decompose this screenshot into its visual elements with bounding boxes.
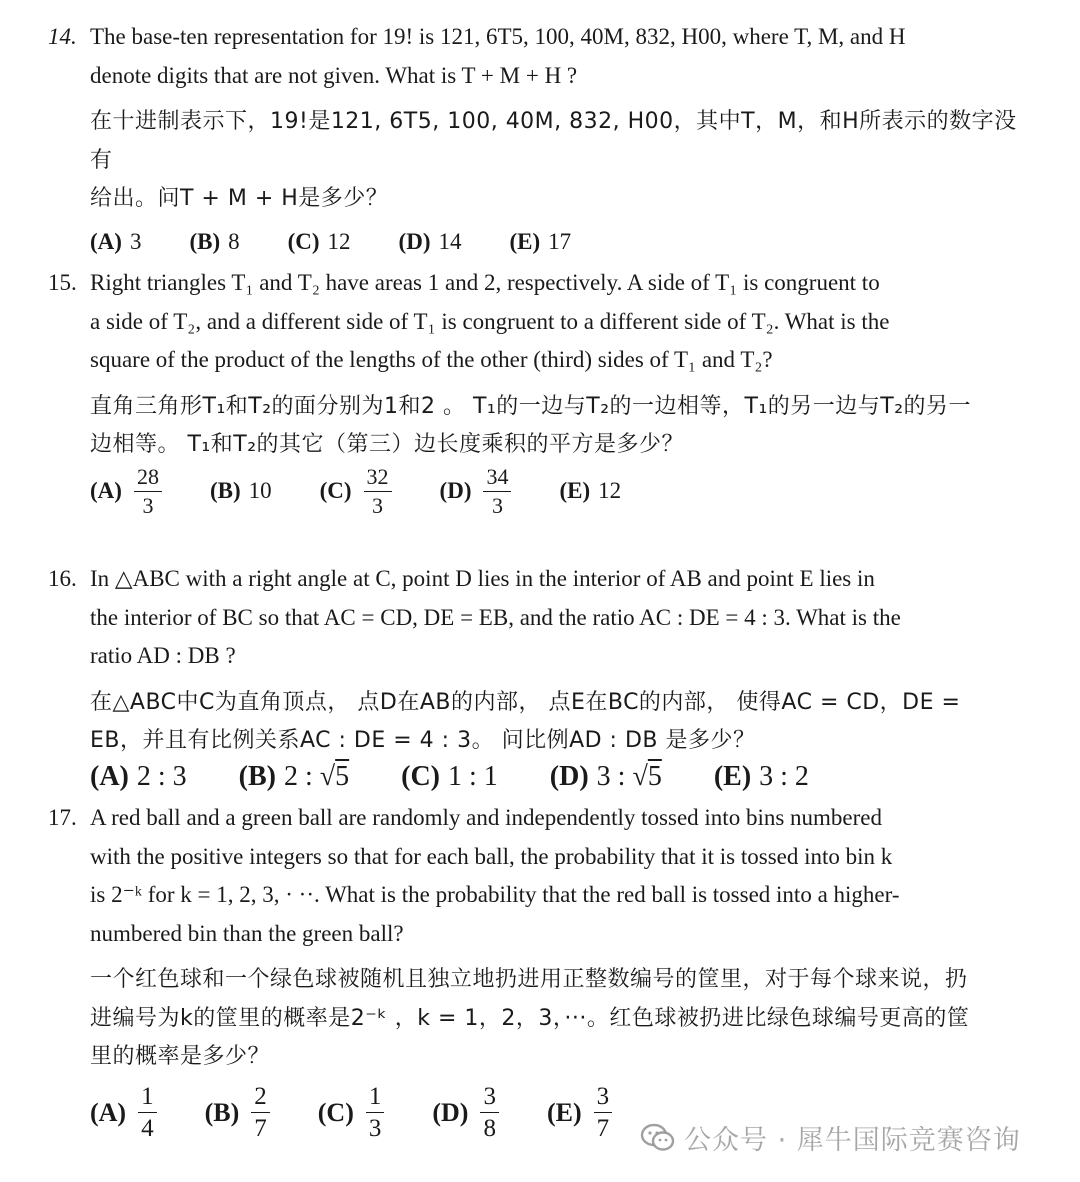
choice-a[interactable] [90,761,187,793]
choice-label: (B) [204,1097,240,1127]
problem-text-en: In △ABC with a right angle at C, point D lies in the interior of AB and point E lies in [90,566,875,591]
numerator: 2 [251,1083,270,1114]
fraction [594,1083,613,1143]
choice-c[interactable] [320,465,392,518]
denominator: 3 [491,492,503,518]
choice-e[interactable] [559,478,621,504]
choice-label: (C) [319,478,352,504]
problem-text-zh: 在十进制表示下，19!是121, 6T5, 100, 40M, 832, H00，其中T，M，和H所表示的数字没有 [90,109,1017,173]
problem-text-zh: EB，并且有比例关系AC : DE = 4 : 3。 问比例AD : DB 是多少？ [90,728,756,753]
fraction [364,465,392,518]
choice-d[interactable] [432,1083,499,1143]
denominator: 3 [372,492,384,518]
numerator: 1 [138,1083,157,1114]
problem-text-en: Right triangles T₁ and T₂ have areas 1 and 2, respectively. A side of T₁ is congruent to [90,270,880,295]
choice-value: 12 [327,228,351,254]
problem-text-zh: 边相等。 T₁和T₂的其它（第三）边长度乘积的平方是多少？ [90,432,685,457]
choice-value: 2 : 3 [136,760,187,792]
denominator: 4 [141,1115,154,1142]
choice-label: (A) [90,228,122,254]
fraction [480,1083,499,1143]
problem-text-en: numbered bin than the green ball? [90,920,404,946]
problem-number: 16. [48,566,77,591]
problem-text-en: a side of T₂, and a different side of T₁ is congruent to a different side of T₂. What is the [90,308,890,334]
problem-16 [48,560,1038,793]
choice-b[interactable] [210,478,272,504]
choice-b[interactable] [205,1083,270,1143]
numerator: 3 [594,1083,613,1114]
choice-value: 14 [438,228,462,254]
answer-choices [90,465,1038,518]
problem-text-en: ratio AD : DB ? [90,643,236,668]
problem-text-zh: 里的概率是多少？ [90,1044,271,1069]
problem-number: 15. [48,270,77,295]
fraction [138,1083,157,1143]
denominator: 7 [596,1115,610,1142]
problem-number: 14. [48,24,77,49]
radicand: 5 [335,760,350,792]
answer-choices [90,761,1038,793]
problem-15 [48,264,1038,518]
choice-c[interactable] [288,229,351,255]
problem-text-zh: 直角三角形T₁和T₂的面分别为1和2 。 T₁的一边与T₂的一边相等，T₁的另一边与T₂的另一 [90,393,972,419]
choice-e[interactable] [509,229,571,255]
watermark [640,1118,1021,1157]
choice-label: (C) [287,228,320,254]
problem-text-en: with the positive integers so that for each ball, the probability that it is tossed into bin k [90,843,893,869]
choice-a[interactable] [90,229,141,255]
problem-text-zh: 进编号为k的筐里的概率是2⁻ᵏ ，k = 1，2，3，···。红色球被扔进比绿色球编号更高的筐 [90,1005,970,1031]
choice-label: (A) [90,478,122,504]
choice-label: (C) [401,760,441,792]
problem-text-en: the interior of BC so that AC = CD, DE = EB, and the ratio AC : DE = 4 : 3. What is the [90,604,901,630]
problem-14 [48,18,1038,255]
choice-label: (E) [559,478,591,504]
numerator: 34 [483,465,511,492]
choice-value: 1 : 1 [448,760,498,792]
denominator: 8 [483,1115,496,1142]
choice-label: (B) [209,478,241,504]
choice-label: (E) [546,1097,582,1127]
problem-text-en: The base-ten representation for 19! is 121, 6T5, 100, 40M, 832, H00, where T, M, and H [90,24,906,49]
problem-text-en: is 2⁻ᵏ for k = 1, 2, 3, · ··. What is the probability that the red ball is tossed into a higher- [90,882,900,907]
wechat-icon [640,1123,676,1153]
choice-label: (D) [549,760,589,792]
numerator: 32 [364,465,392,492]
choice-e[interactable] [547,1083,612,1143]
choice-label: (D) [439,478,472,504]
choice-value: 3 : [596,760,633,792]
choice-d[interactable] [399,229,462,255]
fraction [134,465,162,518]
choice-a[interactable] [90,1083,157,1143]
choice-c[interactable] [401,761,498,793]
problem-text-zh: 在△ABC中C为直角顶点， 点D在AB的内部， 点E在BC的内部， 使得AC = CD，DE = [90,689,961,715]
choice-label: (B) [238,760,276,792]
problem-text-en: square of the product of the lengths of the other (third) sides of T₁ and T₂? [90,347,773,372]
choice-b[interactable] [189,229,239,255]
choice-e[interactable] [714,761,809,793]
choice-label: (C) [317,1097,354,1127]
choice-value: 3 [129,228,142,254]
choice-value: 8 [228,228,240,254]
fraction [251,1083,270,1143]
square-root: √5 [632,760,662,792]
fraction [483,465,511,518]
fraction [366,1083,385,1143]
choice-value: 10 [248,478,272,504]
choice-label: (D) [398,228,431,254]
problem-number: 17. [48,805,77,830]
radicand: 5 [647,760,662,792]
choice-label: (A) [90,1097,127,1127]
problem-text-zh: 一个红色球和一个绿色球被随机且独立地扔进用正整数编号的筐里，对于每个球来说，扔 [90,967,968,992]
numerator: 28 [134,465,162,492]
choice-value: 12 [598,478,622,504]
choice-c[interactable] [318,1083,385,1143]
problem-17 [48,799,1038,1143]
problem-text-en: A red ball and a green ball are randomly and independently tossed into bins numbered [90,805,882,830]
choice-value: 2 : [283,760,320,792]
choice-value: 17 [548,228,572,254]
choice-label: (A) [90,760,129,792]
denominator: 3 [142,492,154,518]
problem-text-en: denote digits that are not given. What is T + M + H ? [90,62,578,88]
choice-label: (D) [432,1097,469,1127]
choice-d[interactable] [550,761,662,793]
choice-b[interactable] [239,761,349,793]
answer-choices [90,229,1038,255]
numerator: 3 [480,1083,499,1114]
numerator: 1 [366,1083,385,1114]
denominator: 3 [368,1115,382,1142]
choice-label: (E) [713,760,752,792]
choice-label: (B) [189,228,221,254]
denominator: 7 [254,1115,267,1142]
choice-a[interactable] [90,465,162,518]
choice-value: 3 : 2 [759,760,809,792]
problem-text-zh: 给出。问T + M + H是多少？ [90,186,389,211]
square-root: √5 [319,760,350,792]
choice-d[interactable] [440,465,512,518]
watermark-text: 公众号 · 犀牛国际竞赛咨询 [684,1125,1021,1156]
choice-label: (E) [509,228,541,254]
